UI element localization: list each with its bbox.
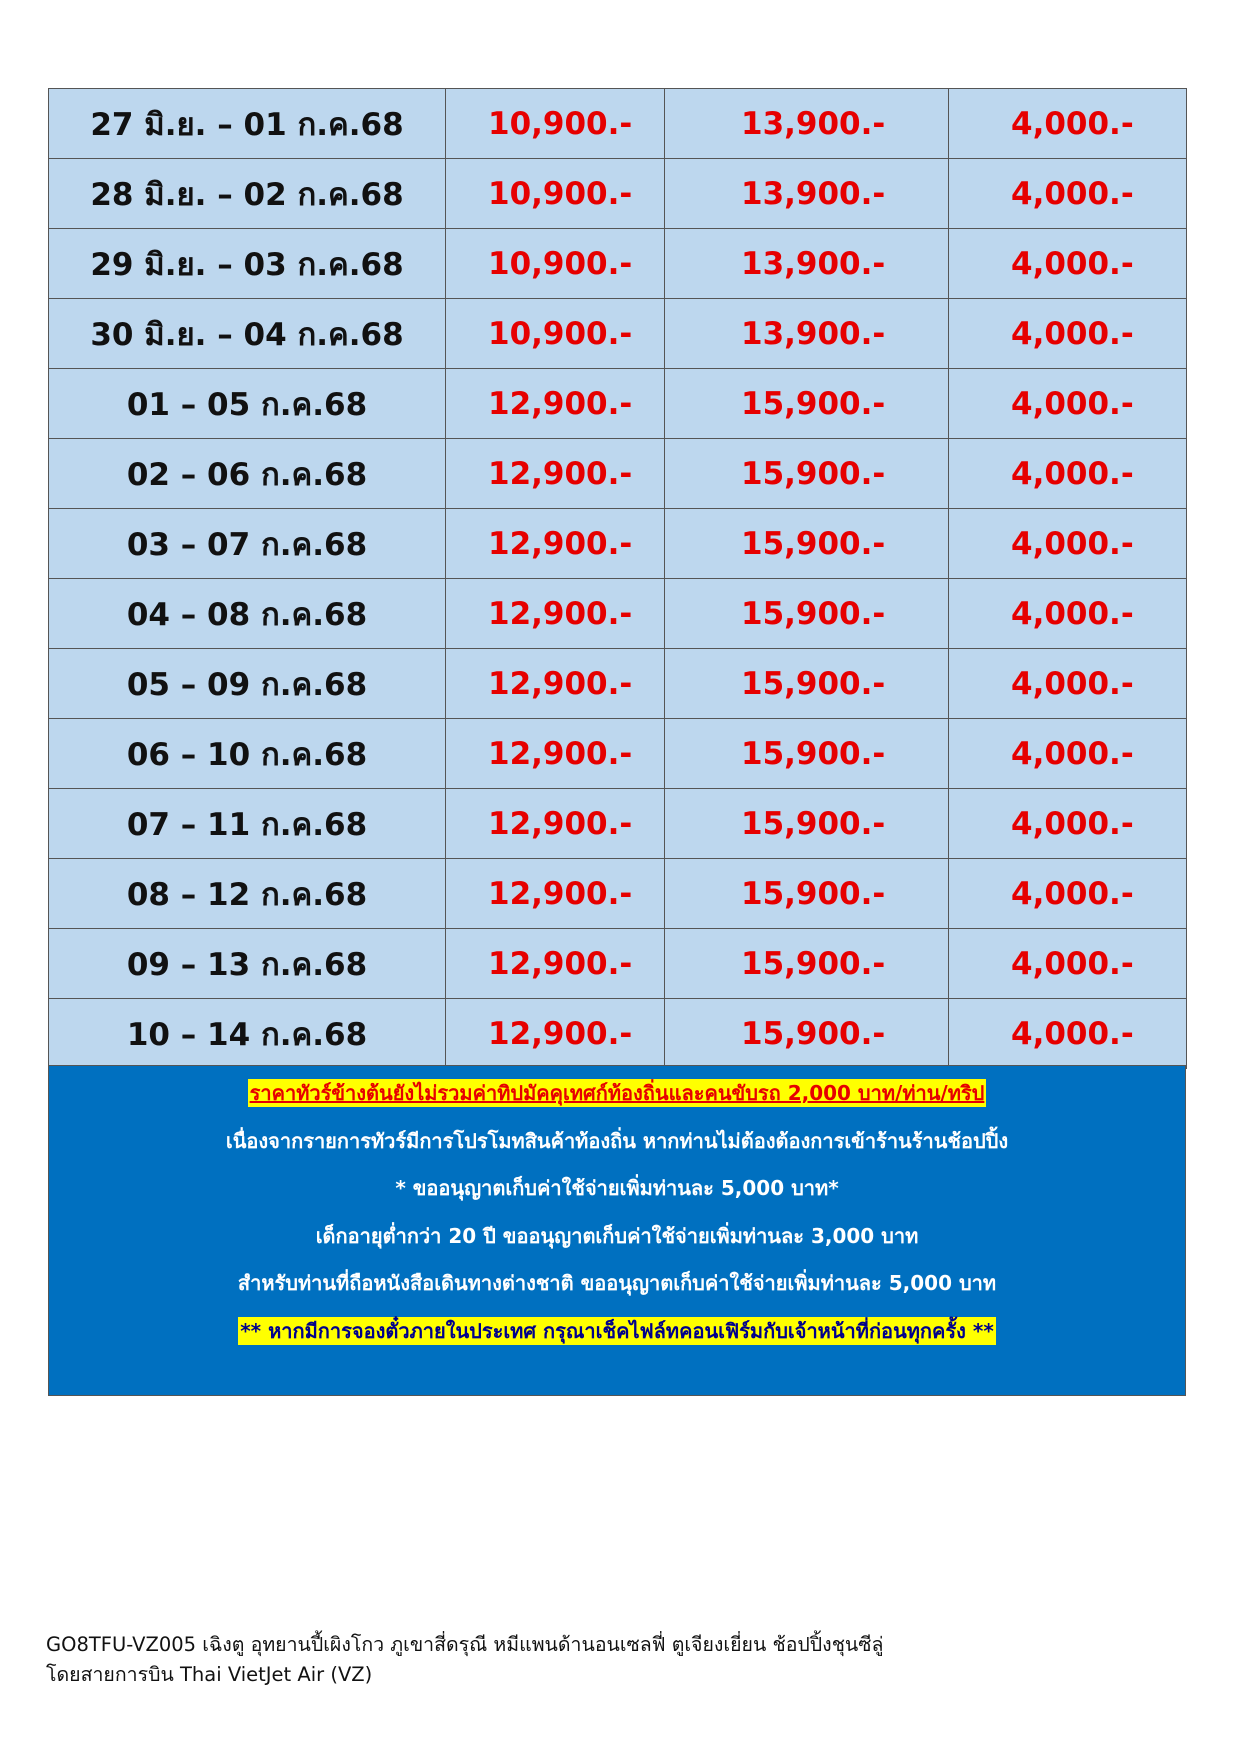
price-cell-1: 10,900.- (446, 159, 665, 229)
price-cell-1: 12,900.- (446, 719, 665, 789)
table-row (49, 649, 1187, 719)
foreign-passport-fee: สำหรับท่านที่ถือหนังสือเดินทางต่างชาติ ขออนุญาตเก็บค่าใช้จ่ายเพิ่มท่านละ 5,000 บาท (237, 1271, 997, 1295)
price-cell-1: 12,900.- (446, 789, 665, 859)
price-cell-3: 4,000.- (949, 369, 1187, 439)
price-cell-2: 15,900.- (665, 579, 949, 649)
price-cell-2: 15,900.- (665, 999, 949, 1069)
price-table-body (49, 89, 1187, 1069)
price-cell-1: 10,900.- (446, 299, 665, 369)
tip-notice: ราคาทัวร์ข้างต้นยังไม่รวมค่าทิปมัคคุเทศก์ท้องถิ่นและคนขับรถ 2,000 บาท/ท่าน/ทริป (249, 1081, 985, 1105)
table-row (49, 579, 1187, 649)
price-cell-2: 15,900.- (665, 719, 949, 789)
table-row (49, 439, 1187, 509)
airline-line: โดยสายการบิน Thai VietJet Air (VZ) (46, 1663, 373, 1686)
footer (46, 1630, 883, 1690)
date-cell: 07 – 11 ก.ค.68 (49, 789, 446, 859)
price-cell-2: 13,900.- (665, 159, 949, 229)
price-cell-2: 15,900.- (665, 859, 949, 929)
price-cell-1: 12,900.- (446, 369, 665, 439)
price-cell-3: 4,000.- (949, 929, 1187, 999)
price-cell-2: 15,900.- (665, 439, 949, 509)
table-row (49, 299, 1187, 369)
child-fee: เด็กอายุต่ำกว่า 20 ปี ขออนุญาตเก็บค่าใช้จ่ายเพิ่มท่านละ 3,000 บาท (315, 1223, 919, 1248)
price-cell-1: 10,900.- (446, 229, 665, 299)
shopping-notice: เนื่องจากรายการทัวร์มีการโปรโมทสินค้าท้องถิ่น หากท่านไม่ต้องต้องการเข้าร้านร้านช้อปปิ้ง (225, 1128, 1009, 1153)
price-cell-3: 4,000.- (949, 649, 1187, 719)
table-row (49, 999, 1187, 1069)
price-cell-3: 4,000.- (949, 509, 1187, 579)
price-cell-2: 15,900.- (665, 509, 949, 579)
table-row (49, 509, 1187, 579)
price-table (48, 88, 1187, 1069)
price-cell-1: 12,900.- (446, 439, 665, 509)
price-cell-3: 4,000.- (949, 859, 1187, 929)
date-cell: 27 มิ.ย. – 01 ก.ค.68 (49, 89, 446, 159)
date-cell: 29 มิ.ย. – 03 ก.ค.68 (49, 229, 446, 299)
date-cell: 03 – 07 ก.ค.68 (49, 509, 446, 579)
price-cell-3: 4,000.- (949, 299, 1187, 369)
date-cell: 05 – 09 ก.ค.68 (49, 649, 446, 719)
price-cell-3: 4,000.- (949, 719, 1187, 789)
date-cell: 01 – 05 ก.ค.68 (49, 369, 446, 439)
date-cell: 10 – 14 ก.ค.68 (49, 999, 446, 1069)
notes-box (48, 1065, 1186, 1396)
table-row (49, 369, 1187, 439)
price-cell-1: 12,900.- (446, 649, 665, 719)
shopping-fee: * ขออนุญาตเก็บค่าใช้จ่ายเพิ่มท่านละ 5,000 บาท* (395, 1176, 839, 1200)
price-cell-2: 15,900.- (665, 649, 949, 719)
price-cell-2: 13,900.- (665, 89, 949, 159)
price-cell-2: 15,900.- (665, 929, 949, 999)
table-row (49, 719, 1187, 789)
price-cell-1: 12,900.- (446, 929, 665, 999)
price-cell-3: 4,000.- (949, 159, 1187, 229)
price-cell-1: 12,900.- (446, 579, 665, 649)
flight-notice-line (49, 1308, 1185, 1356)
price-cell-2: 15,900.- (665, 789, 949, 859)
price-cell-3: 4,000.- (949, 229, 1187, 299)
price-cell-3: 4,000.- (949, 439, 1187, 509)
date-cell: 02 – 06 ก.ค.68 (49, 439, 446, 509)
price-cell-1: 12,900.- (446, 859, 665, 929)
price-cell-2: 15,900.- (665, 369, 949, 439)
date-cell: 30 มิ.ย. – 04 ก.ค.68 (49, 299, 446, 369)
date-cell: 08 – 12 ก.ค.68 (49, 859, 446, 929)
price-cell-2: 13,900.- (665, 299, 949, 369)
price-cell-3: 4,000.- (949, 89, 1187, 159)
table-row (49, 159, 1187, 229)
tip-notice-line (49, 1070, 1185, 1118)
price-cell-3: 4,000.- (949, 999, 1187, 1069)
table-row (49, 789, 1187, 859)
date-cell: 09 – 13 ก.ค.68 (49, 929, 446, 999)
table-row (49, 229, 1187, 299)
table-row (49, 859, 1187, 929)
price-cell-3: 4,000.- (949, 789, 1187, 859)
date-cell: 06 – 10 ก.ค.68 (49, 719, 446, 789)
price-cell-1: 10,900.- (446, 89, 665, 159)
price-cell-1: 12,900.- (446, 999, 665, 1069)
date-cell: 04 – 08 ก.ค.68 (49, 579, 446, 649)
price-cell-1: 12,900.- (446, 509, 665, 579)
price-cell-3: 4,000.- (949, 579, 1187, 649)
table-row (49, 89, 1187, 159)
table-row (49, 929, 1187, 999)
flight-notice: ** หากมีการจองตั๋วภายในประเทศ กรุณาเช็คไฟล์ทคอนเฟิร์มกับเจ้าหน้าที่ก่อนทุกครั้ง ** (240, 1318, 994, 1343)
tour-code-title: GO8TFU-VZ005 เฉิงตู อุทยานปี้เผิงโกว ภูเขาสี่ดรุณี หมีแพนด้านอนเซลฟี่ ตูเจียงเยี่ยน ช้อปปิ้งชุนซีลู่ (46, 1633, 884, 1656)
price-cell-2: 13,900.- (665, 229, 949, 299)
date-cell: 28 มิ.ย. – 02 ก.ค.68 (49, 159, 446, 229)
